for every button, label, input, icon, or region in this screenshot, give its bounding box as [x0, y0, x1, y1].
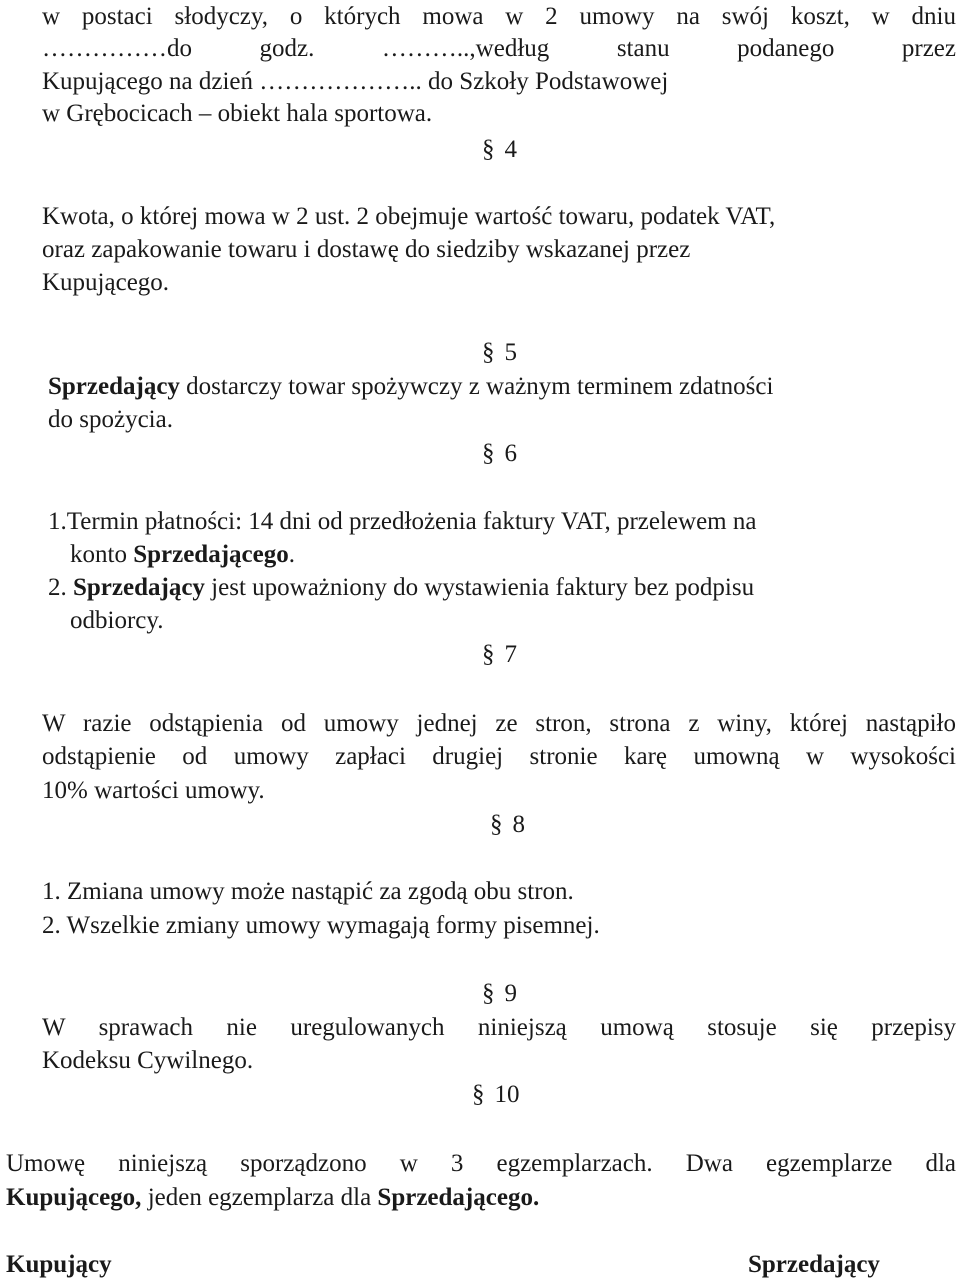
sec6-item-2-number: 2. [48, 574, 73, 601]
section-symbol: § [482, 339, 495, 366]
section-number: 8 [512, 811, 525, 838]
sec5-line-1-text: dostarczy towar spożywczy z ważnym terminem zdatności [179, 373, 774, 400]
section-symbol: § [482, 136, 495, 163]
sec7-line-1: W razie odstąpienia od umowy jednej ze stron, strona z winy, której nastąpiło [42, 710, 956, 737]
sec6-item-1-line-2 [70, 538, 295, 572]
section-6-heading [482, 437, 517, 471]
sec4-line-1: Kwota, o której mowa w 2 ust. 2 obejmuje wartość towaru, podatek VAT, [42, 203, 776, 230]
section-symbol: § [490, 811, 503, 838]
sec8-item-1: 1. Zmiana umowy może nastąpić za zgodą obu stron. [42, 878, 574, 905]
sec8-item-2: 2. Wszelkie zmiany umowy wymagają formy pisemnej. [42, 912, 600, 939]
section-symbol: § [482, 440, 495, 467]
signature-buyer: Kupujący [6, 1251, 112, 1278]
sec6-item-2-text: jest upoważniony do wystawienia faktury bez podpisu [204, 574, 755, 601]
section-4-heading [482, 133, 517, 167]
sec6-account-text: konto [70, 541, 134, 568]
sec9-line-2: Kodeksu Cywilnego. [42, 1047, 254, 1074]
section-5-heading [482, 336, 517, 370]
sec5-line-1 [48, 370, 773, 404]
section-10-heading [472, 1078, 520, 1112]
sec7-line-2: odstąpienie od umowy zapłaci drugiej stronie karę umowną w wysokości [42, 743, 956, 770]
para-top-line-4: w Grębocicach – obiekt hala sportowa. [42, 100, 433, 127]
section-9-heading [482, 977, 517, 1011]
sec9-line-1: W sprawach nie uregulowanych niniejszą umową stosuje się przepisy [42, 1014, 956, 1041]
sec10-line-2 [6, 1181, 539, 1215]
sec7-line-3: 10% wartości umowy. [42, 777, 265, 804]
section-number: 5 [504, 339, 517, 366]
section-number: 6 [504, 440, 517, 467]
sec4-line-2: oraz zapakowanie towaru i dostawę do siedziby wskazanej przez [42, 236, 691, 263]
section-number: 9 [504, 980, 517, 1007]
section-symbol: § [482, 980, 495, 1007]
sec10-line-2-text: jeden egzemplarza dla [141, 1184, 378, 1211]
section-symbol: § [482, 641, 495, 668]
section-number: 10 [494, 1081, 520, 1108]
sec6-item-2-line-1 [48, 571, 754, 605]
sec6-item-2-line-2: odbiorcy. [70, 607, 164, 634]
section-symbol: § [472, 1081, 485, 1108]
para-top-line-2: ……………do godz. ………..,według stanu podanego przez [42, 35, 956, 62]
sec4-line-3: Kupującego. [42, 269, 170, 296]
signature-seller: Sprzedający [748, 1251, 880, 1278]
sec6-item-1-line-1: 1.Termin płatności: 14 dni od przedłożenia faktury VAT, przelewem na [48, 508, 757, 535]
party-seller: Sprzedający [48, 373, 180, 400]
sec10-line-1: Umowę niniejszą sporządzono w 3 egzemplarzach. Dwa egzemplarze dla [6, 1150, 956, 1177]
sec6-period: . [288, 541, 295, 568]
party-seller: Sprzedający [73, 574, 205, 601]
section-8-heading [490, 808, 525, 842]
para-top-line-3: Kupującego na dzień ……………….. do Szkoły Podstawowej [42, 68, 669, 95]
sec5-line-2: do spożycia. [48, 406, 173, 433]
section-number: 4 [504, 136, 517, 163]
section-number: 7 [504, 641, 517, 668]
para-top-line-1: w postaci słodyczy, o których mowa w 2 umowy na swój koszt, w dniu [42, 3, 956, 30]
party-seller: Sprzedającego. [377, 1184, 540, 1211]
party-seller: Sprzedającego [133, 541, 289, 568]
section-7-heading [482, 638, 517, 672]
party-buyer: Kupującego, [6, 1184, 142, 1211]
